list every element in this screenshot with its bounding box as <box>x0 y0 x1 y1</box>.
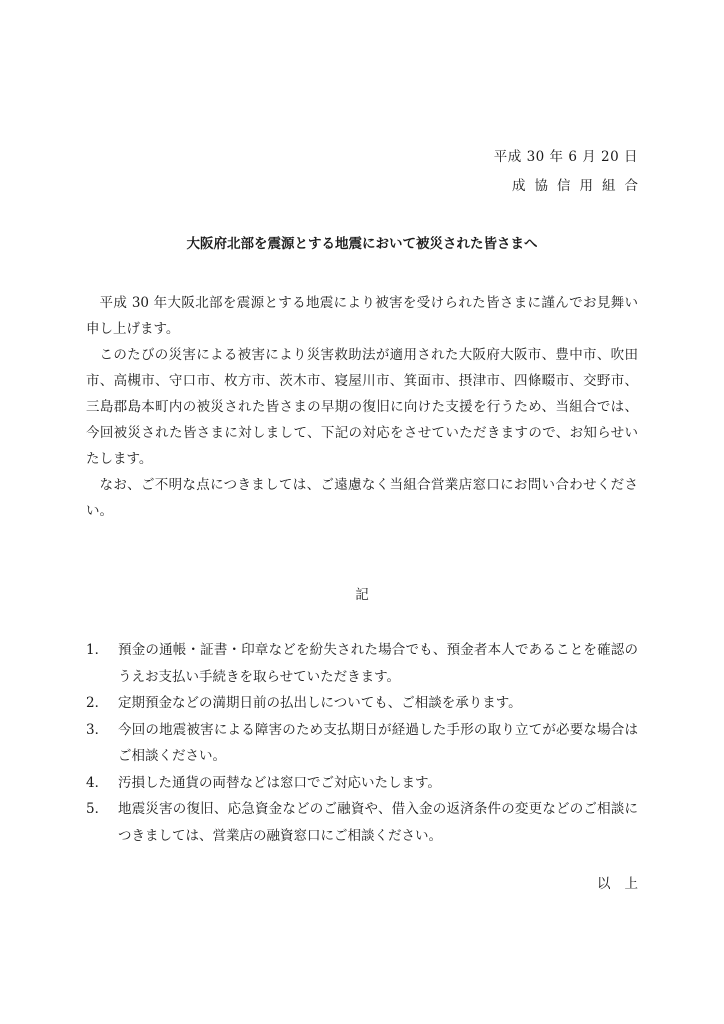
item-text: 今回の地震被害による障害のため支払期日が経過した手形の取り立てが必要な場合はご相談ください。 <box>118 721 638 764</box>
item-text: 預金の通帳・証書・印章などを紛失された場合でも、預金者本人であることを確認のうえお支払い手続きを取らせていただきます。 <box>118 642 638 685</box>
body-paragraph: このたびの災害による被害により災害救助法が適用された大阪府大阪市、豊中市、吹田市、高槻市、守口市、枚方市、茨木市、寝屋川市、箕面市、摂津市、四條畷市、交野市、三島郡島本町内の被災された皆さまの早期の復旧に向けた支援を行うため、当組合では、今回被災された皆さまに対しまして、下記の対応をさせていただきますので、お知らせいたします。 <box>86 347 638 467</box>
item-number: 2． <box>86 695 109 711</box>
list-item <box>86 637 638 690</box>
measures-list <box>86 637 638 849</box>
closing-mark: 以上 <box>597 876 652 892</box>
item-text: 地震災害の復旧、応急資金などのご融資や、借入金の返済条件の変更などのご相談につきましては、営業店の融資窓口にご相談ください。 <box>118 801 638 844</box>
list-item <box>86 796 638 849</box>
item-text: 定期預金などの満期日前の払出しについても、ご相談を承ります。 <box>118 695 522 711</box>
body-paragraph: なお、ご不明な点につきましては、ご遠慮なく当組合営業店窓口にお問い合わせください。 <box>86 477 638 519</box>
list-item <box>86 690 638 717</box>
record-heading: 記 <box>355 587 369 603</box>
item-number: 3． <box>86 721 109 738</box>
item-number: 5． <box>86 801 109 817</box>
item-number: 1． <box>86 642 109 658</box>
document-title: 大阪府北部を震源とする地震において被災された皆さまへ <box>186 236 538 252</box>
item-number: 4． <box>86 774 109 791</box>
list-item <box>86 717 638 770</box>
issuer-name: 成協信用組合 <box>512 178 647 194</box>
body-paragraph: 平成 30 年大阪北部を震源とする地震により被害を受けられた皆さまに謹んでお見舞い申し上げます。 <box>86 295 638 337</box>
item-text: 汚損した通貨の両替などは窓口でご対応いたします。 <box>118 774 441 791</box>
document-date: 平成 30 年 6 月 20 日 <box>493 149 638 165</box>
body-text <box>86 290 638 524</box>
list-item <box>86 770 638 797</box>
